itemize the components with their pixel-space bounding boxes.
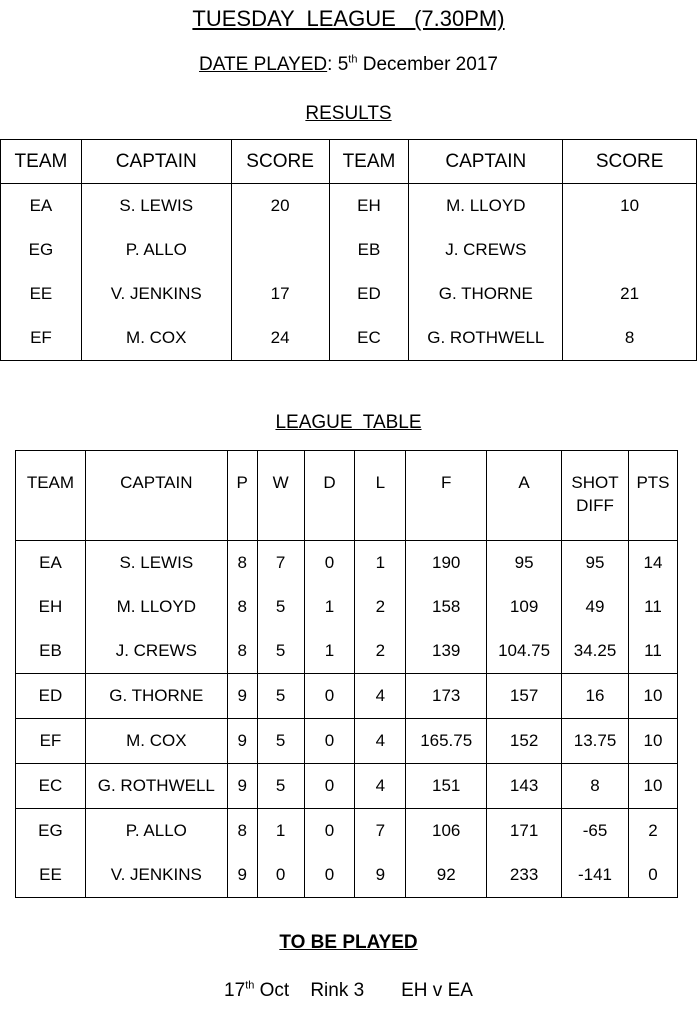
league-cell: 34.25 — [562, 629, 629, 674]
league-row — [16, 585, 678, 629]
league-cell: 158 — [406, 585, 487, 629]
results-col-team-2: TEAM — [329, 140, 409, 184]
league-cell: 16 — [562, 674, 629, 719]
league-cell: 49 — [562, 585, 629, 629]
results-col-captain: CAPTAIN — [81, 140, 231, 184]
results-cell: S. LEWIS — [81, 184, 231, 229]
league-cell: G. ROTHWELL — [85, 764, 227, 809]
date-suffix: th — [348, 53, 358, 66]
league-cell: 8 — [227, 585, 257, 629]
league-row — [16, 853, 678, 898]
results-row — [1, 272, 697, 316]
results-row — [1, 316, 697, 361]
to-be-played-heading — [0, 932, 697, 954]
fixture-day: 17 — [224, 980, 246, 1001]
league-cell: 1 — [304, 629, 355, 674]
league-cell: 5 — [257, 764, 304, 809]
results-cell: 17 — [231, 272, 329, 316]
results-cell — [231, 228, 329, 272]
results-row — [1, 184, 697, 229]
league-row — [16, 674, 678, 719]
league-row — [16, 541, 678, 586]
league-cell: 0 — [304, 853, 355, 898]
results-cell: M. COX — [81, 316, 231, 361]
league-cell: 9 — [355, 853, 406, 898]
league-cell: EC — [16, 764, 86, 809]
league-cell: V. JENKINS — [85, 853, 227, 898]
league-col-shot-diff — [562, 451, 629, 541]
league-cell: 5 — [257, 719, 304, 764]
league-cell: 2 — [355, 585, 406, 629]
date-played-label: DATE PLAYED — [199, 54, 328, 75]
page-title — [0, 6, 697, 32]
league-table — [15, 450, 678, 898]
league-header-row — [16, 451, 678, 541]
date-separator: : — [327, 54, 338, 75]
league-cell: 0 — [304, 719, 355, 764]
league-col-captain: CAPTAIN — [85, 451, 227, 541]
league-cell: 0 — [304, 809, 355, 854]
league-cell: 1 — [355, 541, 406, 586]
league-cell: 9 — [227, 674, 257, 719]
league-row — [16, 764, 678, 809]
league-cell: 104.75 — [487, 629, 562, 674]
league-cell: 14 — [628, 541, 677, 586]
league-cell: 173 — [406, 674, 487, 719]
results-cell: J. CREWS — [409, 228, 563, 272]
results-row — [1, 228, 697, 272]
league-cell: 1 — [304, 585, 355, 629]
results-cell: EE — [1, 272, 82, 316]
league-cell: EF — [16, 719, 86, 764]
results-col-team: TEAM — [1, 140, 82, 184]
results-cell: M. LLOYD — [409, 184, 563, 229]
results-cell: EC — [329, 316, 409, 361]
league-cell: 0 — [304, 674, 355, 719]
fixture-suffix: th — [245, 979, 255, 992]
league-cell: G. THORNE — [85, 674, 227, 719]
league-cell: 0 — [304, 764, 355, 809]
league-cell: 8 — [562, 764, 629, 809]
league-cell: 5 — [257, 585, 304, 629]
results-cell: EH — [329, 184, 409, 229]
to-be-played-heading-text: TO BE PLAYED — [279, 932, 418, 953]
results-cell: P. ALLO — [81, 228, 231, 272]
results-cell: 24 — [231, 316, 329, 361]
league-cell: 95 — [562, 541, 629, 586]
league-row — [16, 719, 678, 764]
results-cell: ED — [329, 272, 409, 316]
league-cell: 8 — [227, 629, 257, 674]
shot-diff-line2: DIFF — [576, 496, 614, 515]
league-cell: EE — [16, 853, 86, 898]
results-table — [0, 139, 697, 361]
league-cell: 106 — [406, 809, 487, 854]
league-cell: 92 — [406, 853, 487, 898]
results-cell: EB — [329, 228, 409, 272]
league-cell: J. CREWS — [85, 629, 227, 674]
league-cell: 9 — [227, 764, 257, 809]
league-cell: 165.75 — [406, 719, 487, 764]
league-cell: 13.75 — [562, 719, 629, 764]
league-cell: 8 — [227, 809, 257, 854]
league-cell: P. ALLO — [85, 809, 227, 854]
league-col-lost: L — [355, 451, 406, 541]
league-cell: EA — [16, 541, 86, 586]
league-cell: 5 — [257, 674, 304, 719]
league-cell: 9 — [227, 719, 257, 764]
results-cell: EG — [1, 228, 82, 272]
league-col-played: P — [227, 451, 257, 541]
results-heading-text: RESULTS — [305, 103, 392, 124]
league-cell: 8 — [227, 541, 257, 586]
league-cell: 10 — [628, 719, 677, 764]
results-cell: G. THORNE — [409, 272, 563, 316]
league-col-drawn: D — [304, 451, 355, 541]
league-cell: 11 — [628, 585, 677, 629]
league-cell: 1 — [257, 809, 304, 854]
results-col-score: SCORE — [231, 140, 329, 184]
league-cell: EH — [16, 585, 86, 629]
league-cell: 143 — [487, 764, 562, 809]
league-col-team: TEAM — [16, 451, 86, 541]
league-cell: 152 — [487, 719, 562, 764]
league-cell: -65 — [562, 809, 629, 854]
title-text: TUESDAY LEAGUE (7.30PM) — [192, 6, 505, 31]
league-cell: 190 — [406, 541, 487, 586]
shot-diff-line1: SHOT — [571, 473, 619, 492]
league-cell: EG — [16, 809, 86, 854]
league-cell: 9 — [227, 853, 257, 898]
league-cell: 4 — [355, 719, 406, 764]
results-cell: 20 — [231, 184, 329, 229]
league-cell: 10 — [628, 764, 677, 809]
league-cell: 0 — [304, 541, 355, 586]
league-cell: M. LLOYD — [85, 585, 227, 629]
league-col-won: W — [257, 451, 304, 541]
league-cell: 7 — [355, 809, 406, 854]
league-cell: 157 — [487, 674, 562, 719]
results-cell: G. ROTHWELL — [409, 316, 563, 361]
results-cell: 8 — [563, 316, 697, 361]
fixture-rest: Oct Rink 3 EH v EA — [254, 980, 473, 1001]
league-cell: 95 — [487, 541, 562, 586]
league-cell: 11 — [628, 629, 677, 674]
results-cell: EF — [1, 316, 82, 361]
league-cell: 109 — [487, 585, 562, 629]
results-col-captain-2: CAPTAIN — [409, 140, 563, 184]
league-cell: 2 — [628, 809, 677, 854]
results-heading — [0, 103, 697, 125]
league-table-heading-text: LEAGUE TABLE — [275, 412, 422, 433]
league-cell: 5 — [257, 629, 304, 674]
league-cell: 139 — [406, 629, 487, 674]
fixture-line — [0, 980, 697, 1002]
league-cell: S. LEWIS — [85, 541, 227, 586]
league-cell: ED — [16, 674, 86, 719]
league-row — [16, 629, 678, 674]
results-cell: 21 — [563, 272, 697, 316]
league-cell: 2 — [355, 629, 406, 674]
date-day: 5 — [337, 54, 349, 75]
league-cell: 233 — [487, 853, 562, 898]
date-played-line — [0, 54, 697, 76]
league-table-heading — [0, 412, 697, 434]
league-row — [16, 809, 678, 854]
league-cell: 10 — [628, 674, 677, 719]
league-cell: EB — [16, 629, 86, 674]
results-cell — [563, 228, 697, 272]
date-rest: December 2017 — [357, 54, 498, 75]
league-cell: 151 — [406, 764, 487, 809]
league-cell: 0 — [628, 853, 677, 898]
league-cell: 0 — [257, 853, 304, 898]
league-cell: 171 — [487, 809, 562, 854]
league-cell: 7 — [257, 541, 304, 586]
league-cell: -141 — [562, 853, 629, 898]
results-cell: EA — [1, 184, 82, 229]
league-col-points: PTS — [628, 451, 677, 541]
results-header-row — [1, 140, 697, 184]
league-cell: 4 — [355, 674, 406, 719]
league-col-for: F — [406, 451, 487, 541]
results-cell: 10 — [563, 184, 697, 229]
league-cell: M. COX — [85, 719, 227, 764]
results-cell: V. JENKINS — [81, 272, 231, 316]
league-cell: 4 — [355, 764, 406, 809]
results-col-score-2: SCORE — [563, 140, 697, 184]
league-col-against: A — [487, 451, 562, 541]
